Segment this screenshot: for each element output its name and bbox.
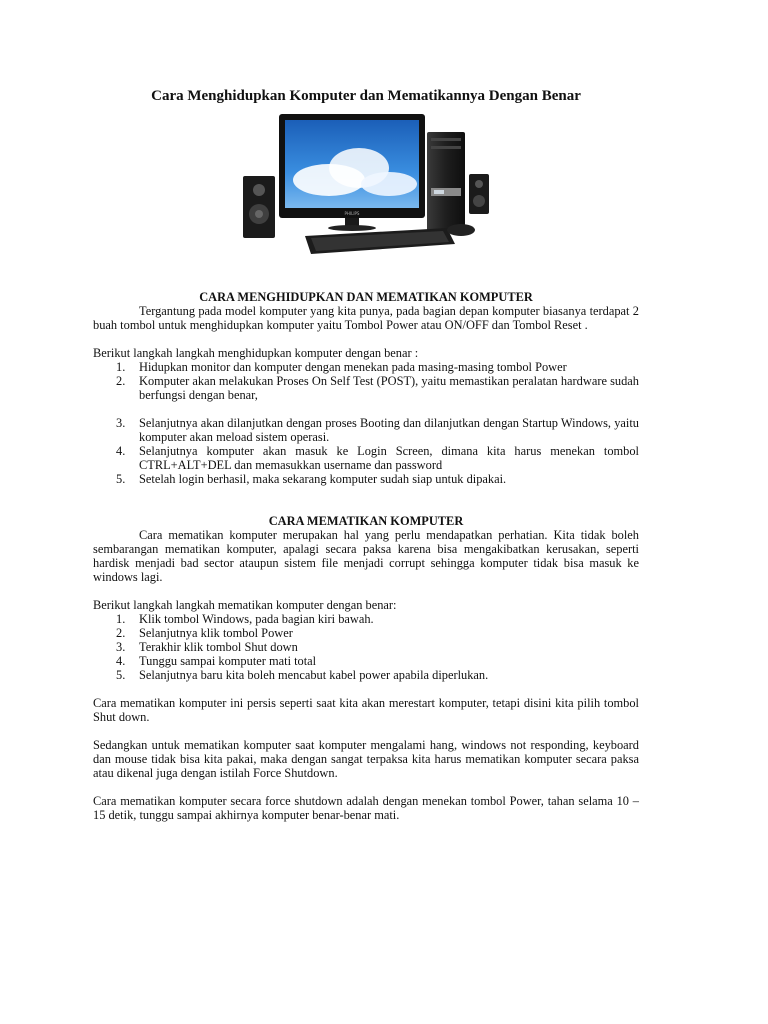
section2-paragraph-1: Cara mematikan komputer ini persis seperti saat kita akan merestart komputer, tetapi disini kita pilih tombol Shut down. <box>93 696 639 724</box>
section1-steps-list <box>93 360 639 486</box>
section1-intro: Tergantung pada model komputer yang kita punya, pada bagian depan komputer biasanya terdapat 2 buah tombol untuk menghidupkan komputer yaitu Tombol Power atau ON/OFF dan Tombol Reset . <box>93 304 639 332</box>
list-item <box>116 472 639 486</box>
list-item-number: 5. <box>116 472 126 486</box>
list-item-text: Terakhir klik tombol Shut down <box>139 640 298 654</box>
list-item-number: 3. <box>116 640 126 654</box>
spacer <box>139 402 639 416</box>
list-item-text: Tunggu sampai komputer mati total <box>139 654 317 668</box>
list-item <box>116 668 639 682</box>
section1-steps-intro: Berikut langkah langkah menghidupkan komputer dengan benar : <box>93 346 419 360</box>
list-item-text: Hidupkan monitor dan komputer dengan menekan pada masing-masing tombol Power <box>139 360 567 374</box>
spacer <box>93 724 639 738</box>
list-item-number: 5. <box>116 668 126 682</box>
list-item <box>116 360 639 374</box>
section2-intro: Cara mematikan komputer merupakan hal yang perlu mendapatkan perhatian. Kita tidak boleh sembarangan mematikan komputer, apalagi secara paksa karena bisa mengakibatkan kerusakan, seperti hardisk menjadi bad sector ataupun sistem file menjadi corrupt sehingga komputer tidak bisa masuk ke windows lagi. <box>93 528 639 584</box>
document-page <box>93 86 639 822</box>
list-item <box>116 444 639 472</box>
computer-illustration <box>93 112 639 272</box>
spacer <box>93 332 639 346</box>
list-item <box>116 416 639 444</box>
list-item <box>116 374 639 402</box>
list-item <box>116 654 639 668</box>
desktop-computer-icon <box>239 112 495 268</box>
list-item-text: Klik tombol Windows, pada bagian kiri bawah. <box>139 612 374 626</box>
list-item-number: 4. <box>116 444 126 458</box>
list-item-text: Selanjutnya klik tombol Power <box>139 626 293 640</box>
section2-steps-intro: Berikut langkah langkah mematikan komputer dengan benar: <box>93 598 397 612</box>
list-item-text: Selanjutnya akan dilanjutkan dengan proses Booting dan dilanjutkan dengan Startup Windows, yaitu komputer akan meload sistem operasi. <box>139 416 639 444</box>
monitor-brand: PHILIPS <box>344 211 360 216</box>
section2-paragraph-2: Sedangkan untuk mematikan komputer saat komputer mengalami hang, windows not responding, keyboard dan mouse tidak bisa kita pakai, maka dengan sangat terpaksa kita harus mematikan komputer secara paksa atau dikenal juga dengan istilah Force Shutdown. <box>93 738 639 780</box>
spacer <box>93 780 639 794</box>
list-item <box>116 612 639 626</box>
section2-paragraph-3: Cara mematikan komputer secara force shutdown adalah dengan menekan tombol Power, tahan selama 10 – 15 detik, tunggu sampai akhirnya komputer benar-benar mati. <box>93 794 639 822</box>
list-item-text: Setelah login berhasil, maka sekarang komputer sudah siap untuk dipakai. <box>139 472 507 486</box>
spacer <box>93 584 639 598</box>
section2-steps-list <box>93 612 639 682</box>
list-item-number: 3. <box>116 416 126 430</box>
list-item-number: 1. <box>116 360 126 374</box>
section-heading-turn-off: CARA MEMATIKAN KOMPUTER <box>268 514 464 528</box>
list-item-text: Selanjutnya komputer akan masuk ke Login Screen, dimana kita harus menekan tombol CTRL+ALT+DEL dan memasukkan username dan password <box>139 444 639 472</box>
list-item-number: 1. <box>116 612 126 626</box>
list-item-text: Selanjutnya baru kita boleh mencabut kabel power apabila diperlukan. <box>139 668 489 682</box>
spacer <box>93 500 639 514</box>
list-item-text: Komputer akan melakukan Proses On Self Test (POST), yaitu memastikan peralatan hardware sudah berfungsi dengan benar, <box>139 374 639 402</box>
list-item-number: 2. <box>116 626 126 640</box>
list-item <box>116 640 639 654</box>
spacer <box>93 486 639 500</box>
list-item-number: 4. <box>116 654 126 668</box>
spacer <box>93 682 639 696</box>
list-item <box>116 626 639 640</box>
section-heading-turn-on-off: CARA MENGHIDUPKAN DAN MEMATIKAN KOMPUTER <box>199 290 533 304</box>
document-title: Cara Menghidupkan Komputer dan Mematikannya Dengan Benar <box>151 88 581 104</box>
list-item-number: 2. <box>116 374 126 388</box>
